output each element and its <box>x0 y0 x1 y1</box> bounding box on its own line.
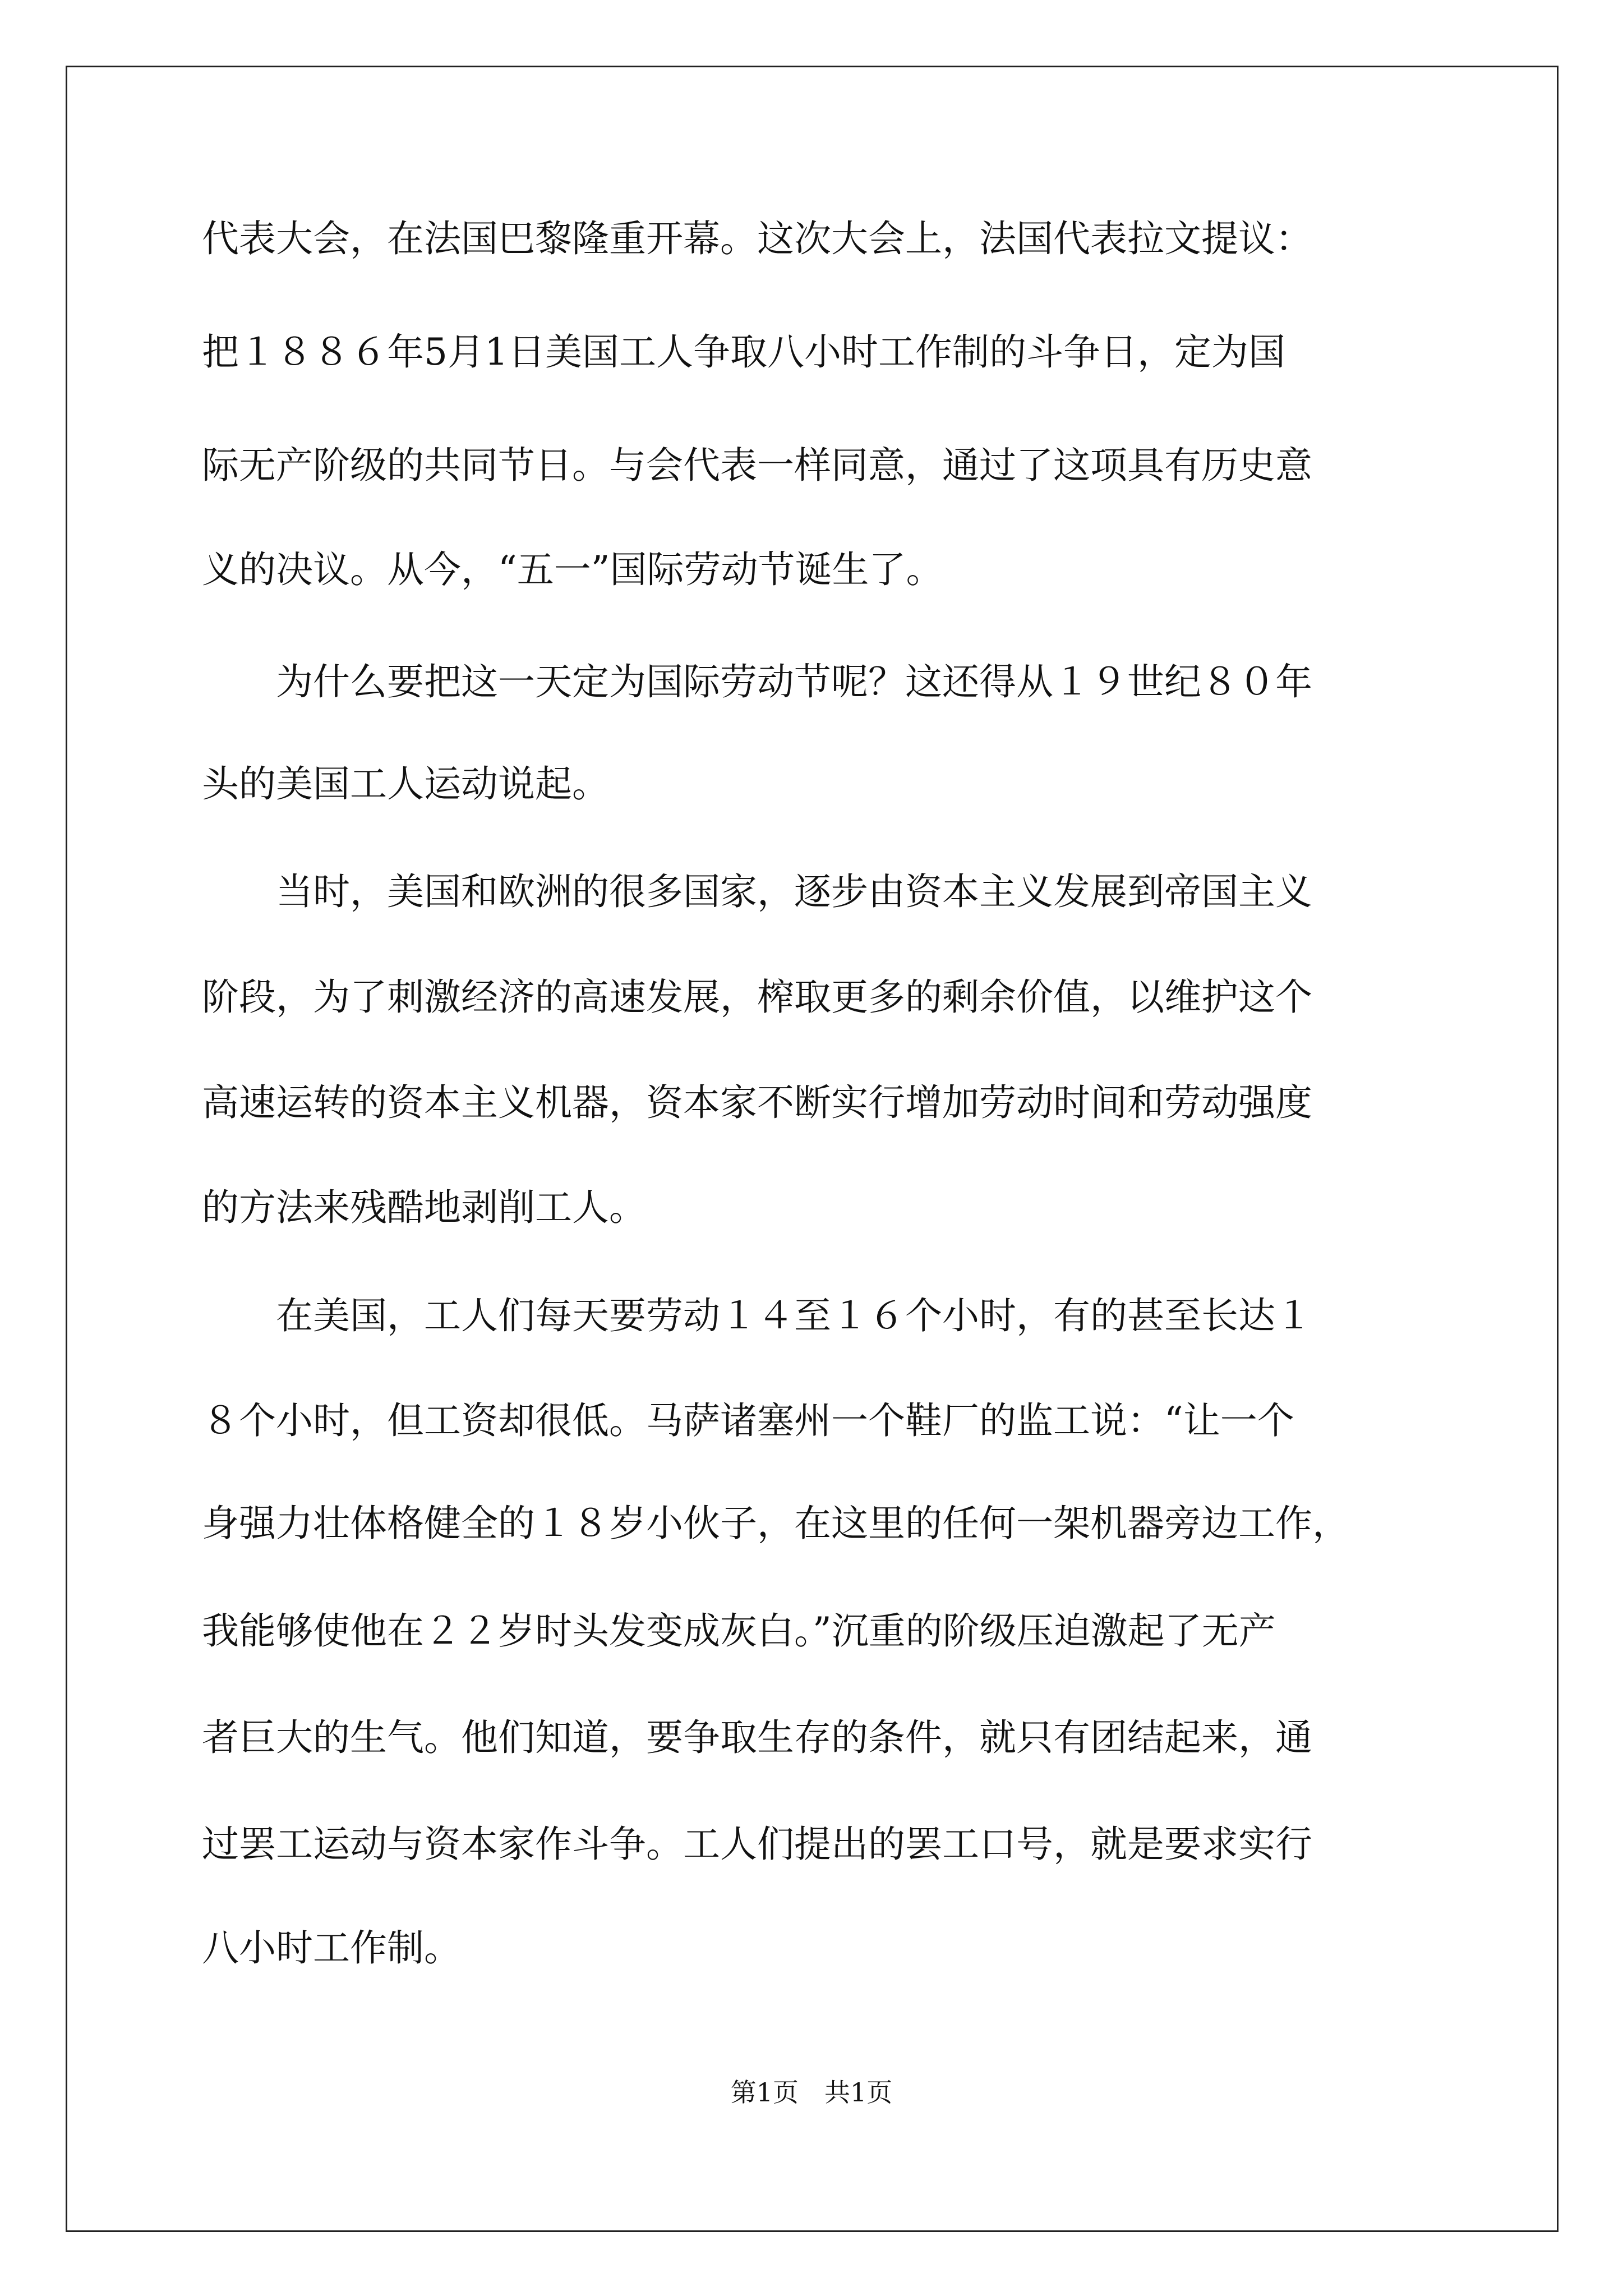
text-line: 我能够使他在２２岁时头发变成灰白。”沉重的阶级压迫激起了无产 <box>202 1609 1276 1653</box>
text-line: 阶段，为了刺激经济的高速发展，榨取更多的剩余价值，以维护这个 <box>202 976 1312 1019</box>
text-line: 过罢工运动与资本家作斗争。工人们提出的罢工口号，就是要求实行 <box>202 1823 1312 1866</box>
text-line: 当时，美国和欧洲的很多国家，逐步由资本主义发展到帝国主义 <box>202 870 1312 913</box>
text-line: 身强力壮体格健全的１８岁小伙子，在这里的任何一架机器旁边工作， <box>202 1502 1349 1545</box>
text-line: 在美国，工人们每天要劳动１４至１６个小时，有的甚至长达１ <box>202 1294 1312 1337</box>
text-line: 的方法来残酷地剥削工人。 <box>202 1186 646 1229</box>
page-number: 第1页 共1页 <box>730 2077 893 2108</box>
text-line: 高速运转的资本主义机器，资本家不断实行增加劳动时间和劳动强度 <box>202 1081 1312 1124</box>
text-line: 际无产阶级的共同节日。与会代表一样同意，通过了这项具有历史意 <box>202 444 1312 487</box>
text-line: ８个小时，但工资却很低。马萨诸塞州一个鞋厂的监工说：“让一个 <box>202 1399 1294 1442</box>
text-line: 头的美国工人运动说起。 <box>202 762 609 806</box>
text-line: 八小时工作制。 <box>202 1926 461 1970</box>
page-border <box>66 66 1559 2232</box>
text-line: 义的决议。从今，“五一”国际劳动节诞生了。 <box>202 548 943 591</box>
text-line: 为什么要把这一天定为国际劳动节呢？这还得从１９世纪８０年 <box>202 660 1312 703</box>
text-line: 代表大会，在法国巴黎隆重开幕。这次大会上，法国代表拉文提议： <box>202 217 1312 260</box>
text-line: 者巨大的生气。他们知道，要争取生存的条件，就只有团结起来，通 <box>202 1716 1312 1759</box>
text-line: 把１８８６年5月1日美国工人争取八小时工作制的斗争日，定为国 <box>202 330 1285 374</box>
